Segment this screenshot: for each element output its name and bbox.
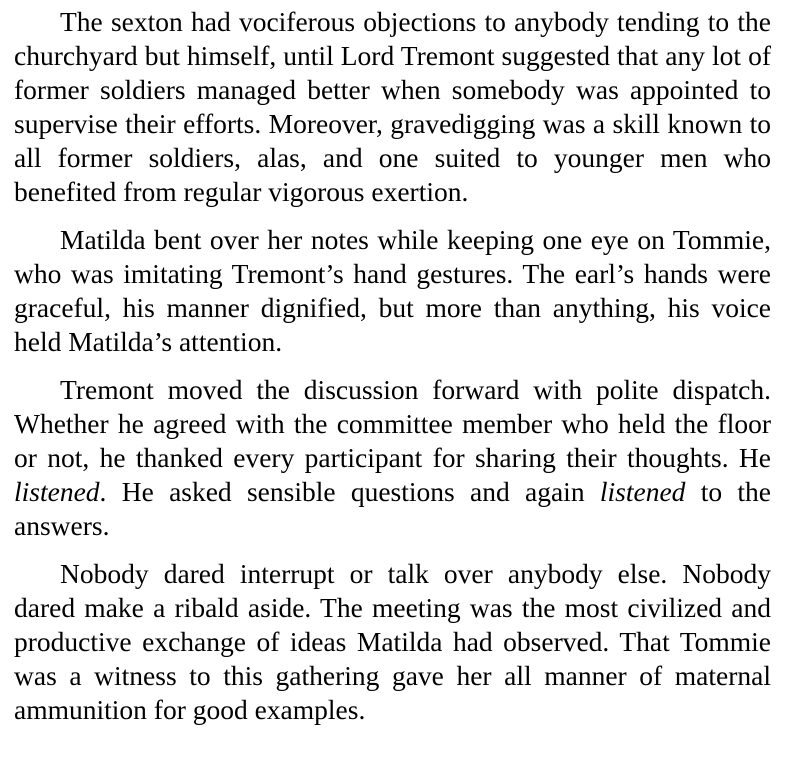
paragraph-text: Matilda bent over her notes while keeping one eye on Tommie, who was imitating Tremont’s hand gestures. The earl’s hands were graceful, his manner dignified, but more than anything, his voice held Matilda’s attention. [14, 224, 771, 357]
paragraph-3 [14, 373, 771, 543]
paragraph-text: . He asked sensible questions and again [99, 476, 600, 507]
paragraph-2 [14, 223, 771, 359]
paragraph-text: The sexton had vociferous objections to anybody tending to the churchyard but himself, until Lord Tremont suggested that any lot of former soldiers managed better when somebody was appointed to supervise their efforts. Moreover, gravedigging was a skill known to all former soldiers, alas, and one suited to younger men who benefited from regular vigorous exertion. [14, 6, 771, 207]
emphasis-text: listened [14, 476, 100, 507]
paragraph-4 [14, 557, 771, 727]
paragraph-text: Tremont moved the discussion forward with polite dispatch. Whether he agreed with the committee member who held the floor or not, he thanked every participant for sharing their thoughts. He [14, 374, 771, 473]
paragraph-text: to the answers. [14, 476, 771, 541]
paragraph-text: Nobody dared interrupt or talk over anybody else. Nobody dared make a ribald aside. The meeting was the most civilized and productive exchange of ideas Matilda had observed. That Tommie was a witness to this gathering gave her all manner of maternal ammunition for good examples. [14, 558, 771, 725]
emphasis-text: listened [599, 476, 686, 507]
paragraph-1 [14, 5, 771, 209]
